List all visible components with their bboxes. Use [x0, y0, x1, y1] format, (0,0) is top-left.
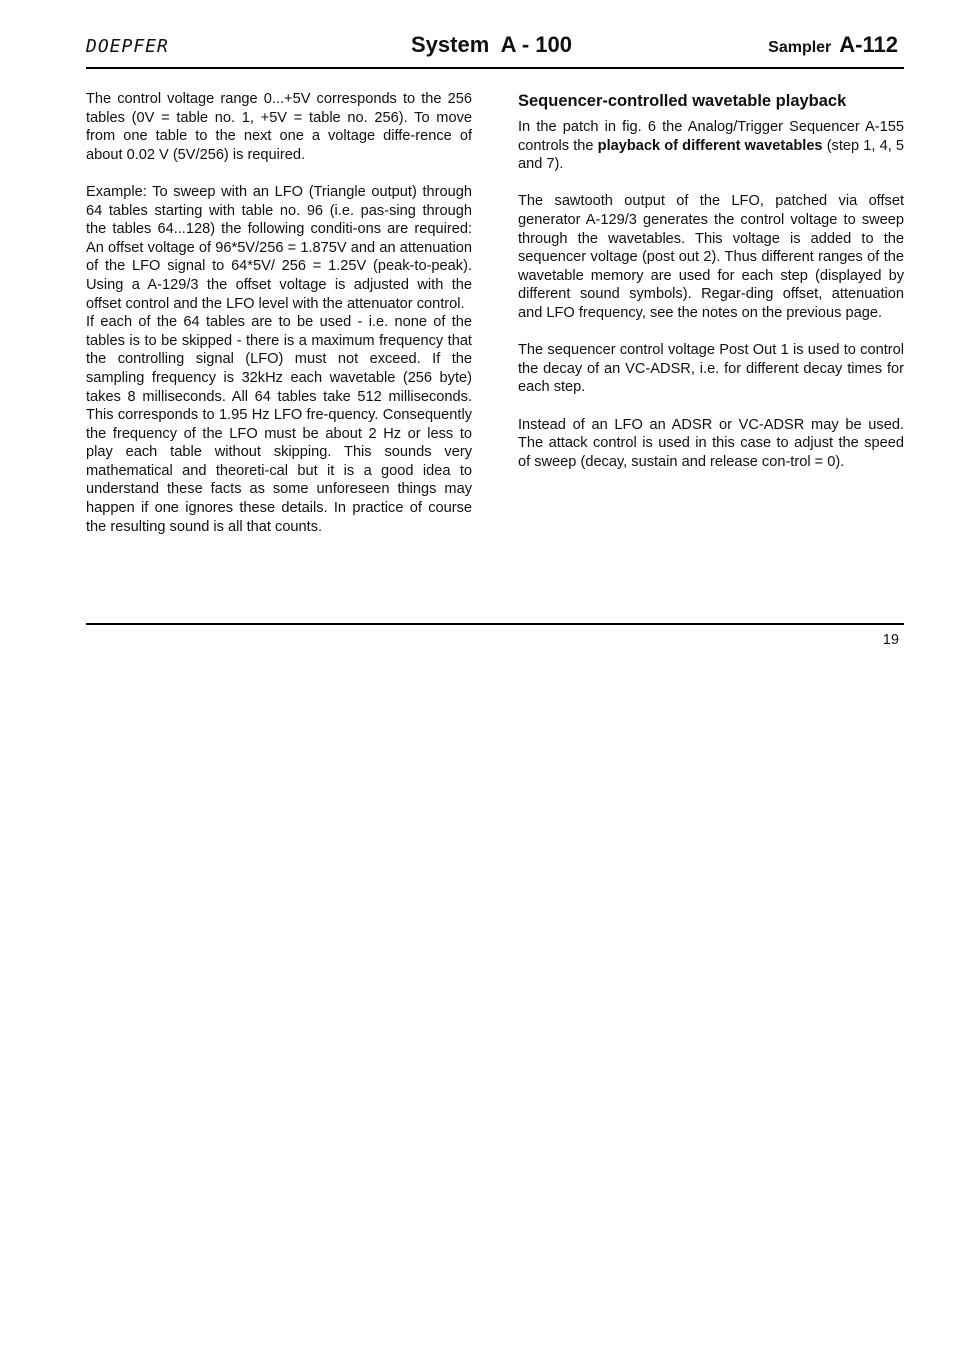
module-identifier: [768, 32, 898, 58]
page-header: [86, 30, 904, 66]
system-title: System A - 100: [411, 32, 573, 57]
right-column: [518, 90, 904, 471]
emphasized-text: playback of different wavetables: [597, 137, 823, 154]
paragraph-sawtooth-output: The sawtooth output of the LFO, patched via offset generator A-129/3 generates the control voltage to sweep through the wavetables. This voltage is added to the sequencer voltage (post out 2). Thus different ranges of the wavetable memory are used for each step (displayed by different sound symbols). Regar-ding offset, attenuation and LFO frequency, see the notes on the previous page.: [518, 193, 904, 321]
header-divider: [86, 67, 904, 69]
paragraph-control-voltage-range: The control voltage range 0...+5V corresponds to the 256 tables (0V = table no. 1, +5V = table no. 256). To move from one table to the next one a voltage diffe-rence of about 0.02 V (5V/256) is required.: [86, 91, 472, 163]
paragraph-adsr-alternative: Instead of an LFO an ADSR or VC-ADSR may be used. The attack control is used in this case to adjust the speed of sweep (decay, sustain and release con-trol = 0).: [518, 416, 904, 470]
paragraph-maximum-lfo-frequency: If each of the 64 tables are to be used - i.e. none of the tables is to be skipped - there is a maximum frequency that the controlling signal (LFO) must not exceed. If the sampling frequency is 32kHz each wavetable (256 byte) takes 8 milliseconds. All 64 tables take 512 milliseconds. This corresponds to 1.95 Hz LFO fre-quency. Consequently the frequency of the LFO must be about 2 Hz or less to play each table without skipping. This sounds very mathematical and theoreti-cal but it is a good idea to understand these facts as some unforeseen things may happen if one ignores these details. In practice of course the resulting sound is all that counts.: [86, 314, 472, 535]
paragraph-text: (step 1, 4, 5 and 7).: [518, 137, 904, 173]
left-column: [86, 90, 472, 536]
paragraph-lfo-sweep-example: Example: To sweep with an LFO (Triangle output) through 64 tables starting with table no. 96 (i.e. pas-sing through the tables 64...128) the following conditi-ons are required: An offset voltage of 96*5V/256 = 1.875V and an attenuation of the LFO signal to 64*5V/ 256 = 1.25V (peak-to-peak). Using a A-129/3 the offset voltage is adjusted with the offset control and the LFO level with the attenuator control.: [86, 183, 472, 312]
section-heading: Sequencer-controlled wavetable playback: [518, 92, 847, 110]
page-number: 19: [882, 632, 899, 648]
footer-divider: [86, 623, 904, 625]
paragraph-sequencer-patch: [518, 118, 904, 174]
module-code: A-112: [839, 32, 898, 57]
brand-logo: DOEPFER: [86, 36, 169, 57]
paragraph-post-out-decay: The sequencer control voltage Post Out 1 is used to control the decay of an VC-ADSR, i.e. for different decay times for each step.: [518, 342, 904, 396]
paragraph-text: In the patch in fig. 6 the Analog/Trigger Sequencer A-155 controls the: [518, 119, 904, 154]
module-label: Sampler: [768, 39, 832, 56]
